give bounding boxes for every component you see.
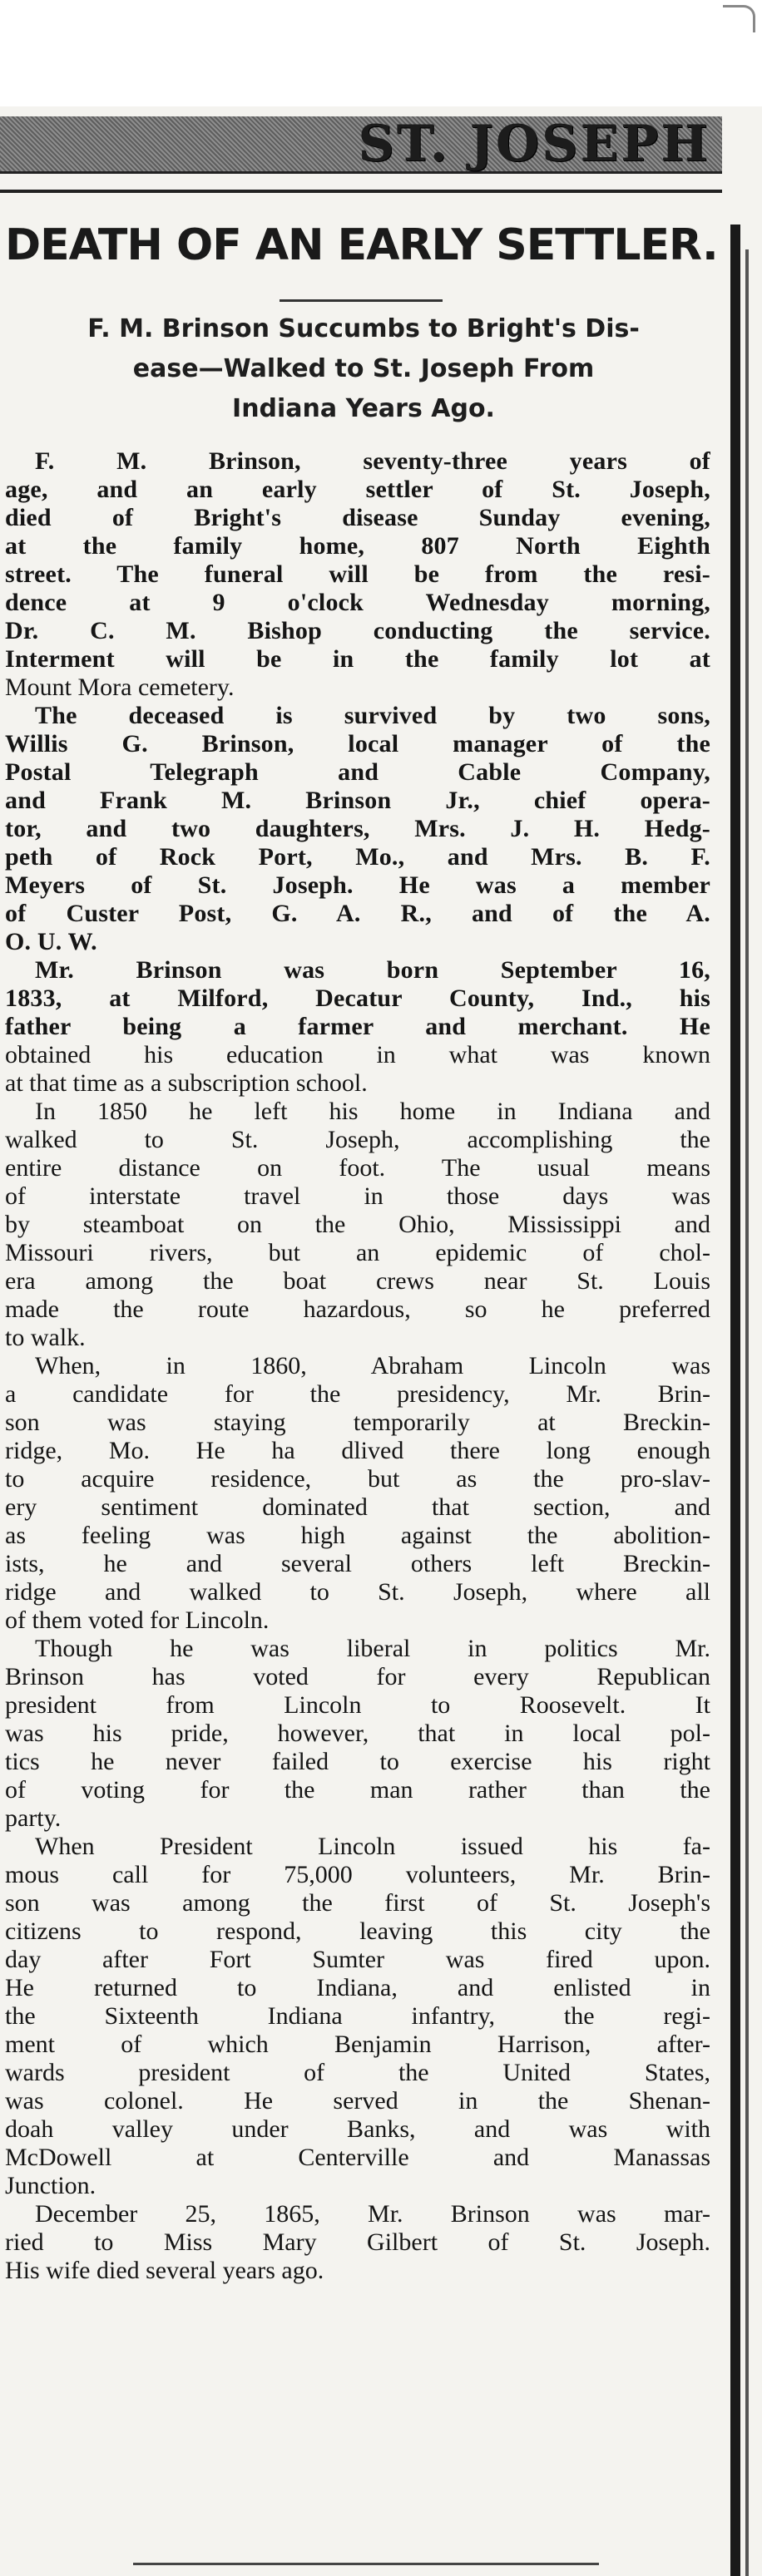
article-body	[5, 447, 710, 2285]
article-line: street. The funeral will be from the resi-	[5, 560, 710, 588]
article-line: peth of Rock Port, Mo., and Mrs. B. F.	[5, 843, 710, 871]
masthead-rule	[0, 190, 722, 193]
article-line: When, in 1860, Abraham Lincoln was	[35, 1352, 710, 1379]
section-masthead	[0, 116, 722, 174]
article-paragraph	[5, 1833, 710, 2200]
article-paragraph	[5, 2200, 710, 2285]
article-line: wards president of the United States,	[5, 2059, 710, 2086]
article-line: O. U. W.	[5, 928, 97, 955]
article-line: was his pride, however, that in local pol-	[5, 1720, 710, 1747]
article-line: to acquire residence, but as the pro-slav-	[5, 1465, 710, 1493]
article-paragraph	[5, 702, 710, 956]
article-deck	[25, 309, 702, 429]
article-line: dence at 9 o'clock Wednesday morning,	[5, 589, 710, 616]
article-line: ists, he and several others left Breckin-	[5, 1550, 710, 1577]
article-line: Mount Mora cemetery.	[5, 674, 235, 701]
headline-divider	[280, 299, 443, 302]
article-line: the Sixteenth Indiana infantry, the regi-	[5, 2002, 710, 2030]
article-paragraph	[5, 956, 710, 1098]
article-line: day after Fort Sumter was fired upon.	[5, 1946, 710, 1973]
masthead-title: ST. JOSEPH	[358, 115, 710, 173]
article-line: doah valley under Banks, and was with	[5, 2115, 710, 2143]
article-line: In 1850 he left his home in Indiana and	[35, 1098, 710, 1125]
article-line: Willis G. Brinson, local manager of the	[5, 730, 710, 758]
article-line: at that time as a subscription school.	[5, 1069, 368, 1097]
article-line: age, and an early settler of St. Joseph,	[5, 476, 710, 503]
article-line: ridge and walked to St. Joseph, where all	[5, 1578, 710, 1606]
article-line: made the route hazardous, so he preferred	[5, 1295, 710, 1323]
article-paragraph	[5, 1352, 710, 1635]
article-line: ridge, Mo. He ha dlived there long enough	[5, 1437, 710, 1464]
article-line: Though he was liberal in politics Mr.	[35, 1635, 710, 1662]
article-line: tor, and two daughters, Mrs. J. H. Hedg-	[5, 815, 710, 842]
article-line: era among the boat crews near St. Louis	[5, 1267, 710, 1295]
article-line: of Custer Post, G. A. R., and of the A.	[5, 900, 710, 927]
article-line: The deceased is survived by two sons,	[35, 702, 710, 729]
article-line: as feeling was high against the abolition-	[5, 1522, 710, 1549]
article-line: Missouri rivers, but an epidemic of chol-	[5, 1239, 710, 1266]
article-line: Meyers of St. Joseph. He was a member	[5, 871, 710, 899]
article-line: son was staying temporarily at Breckin-	[5, 1409, 710, 1436]
article-line: a candidate for the presidency, Mr. Brin-	[5, 1380, 710, 1408]
article-line: and Frank M. Brinson Jr., chief opera-	[5, 787, 710, 814]
article-line: December 25, 1865, Mr. Brinson was mar-	[35, 2200, 710, 2228]
article-line: Dr. C. M. Bishop conducting the service.	[5, 617, 710, 644]
article-paragraph	[5, 1635, 710, 1833]
article-line: His wife died several years ago.	[5, 2257, 324, 2284]
article-line: Postal Telegraph and Cable Company,	[5, 758, 710, 786]
article-line: ery sentiment dominated that section, and	[5, 1493, 710, 1521]
article-line: obtained his education in what was known	[5, 1041, 710, 1068]
deck-line: F. M. Brinson Succumbs to Bright's Dis-	[87, 314, 640, 343]
article-line: by steamboat on the Ohio, Mississippi and	[5, 1211, 710, 1238]
article-line: of them voted for Lincoln.	[5, 1606, 270, 1634]
article-line: father being a farmer and merchant. He	[5, 1013, 710, 1040]
column-border	[730, 225, 740, 2576]
article-paragraph	[5, 447, 710, 702]
article-line: He returned to Indiana, and enlisted in	[5, 1974, 710, 2001]
article-line: was colonel. He served in the Shenan-	[5, 2087, 710, 2115]
article-line: tics he never failed to exercise his right	[5, 1748, 710, 1775]
article-line: ried to Miss Mary Gilbert of St. Joseph.	[5, 2228, 710, 2256]
article-line: entire distance on foot. The usual means	[5, 1154, 710, 1182]
deck-line: ease—Walked to St. Joseph From	[132, 354, 595, 383]
column-border-inner	[745, 249, 749, 2576]
article-end-rule	[133, 2563, 599, 2565]
article-paragraph	[5, 1098, 710, 1352]
article-line: Mr. Brinson was born September 16,	[35, 956, 710, 984]
article-line: to walk.	[5, 1324, 86, 1351]
article-line: walked to St. Joseph, accomplishing the	[5, 1126, 710, 1153]
article-line: president from Lincoln to Roosevelt. It	[5, 1691, 710, 1719]
article-line: at the family home, 807 North Eighth	[5, 532, 710, 560]
article-line: Brinson has voted for every Republican	[5, 1663, 710, 1690]
article-line: son was among the first of St. Joseph's	[5, 1889, 710, 1917]
article-line: died of Bright's disease Sunday evening,	[5, 504, 710, 531]
article-line: F. M. Brinson, seventy-three years of	[35, 447, 710, 475]
scan-corner-mark	[723, 5, 755, 32]
deck-line: Indiana Years Ago.	[232, 394, 495, 423]
article-line: mous call for 75,000 volunteers, Mr. Brin-	[5, 1861, 710, 1888]
article-line: of interstate travel in those days was	[5, 1182, 710, 1210]
article-line: When President Lincoln issued his fa-	[35, 1833, 710, 1860]
article-line: McDowell at Centerville and Manassas	[5, 2144, 710, 2171]
article-line: citizens to respond, leaving this city the	[5, 1917, 710, 1945]
article-line: ment of which Benjamin Harrison, after-	[5, 2031, 710, 2058]
article-line: Junction.	[5, 2172, 96, 2199]
article-line: of voting for the man rather than the	[5, 1776, 710, 1804]
article-line: party.	[5, 1804, 62, 1832]
article-headline: DEATH OF AN EARLY SETTLER.	[5, 220, 718, 270]
article-line: 1833, at Milford, Decatur County, Ind., his	[5, 985, 710, 1012]
article-line: Interment will be in the family lot at	[5, 645, 710, 673]
